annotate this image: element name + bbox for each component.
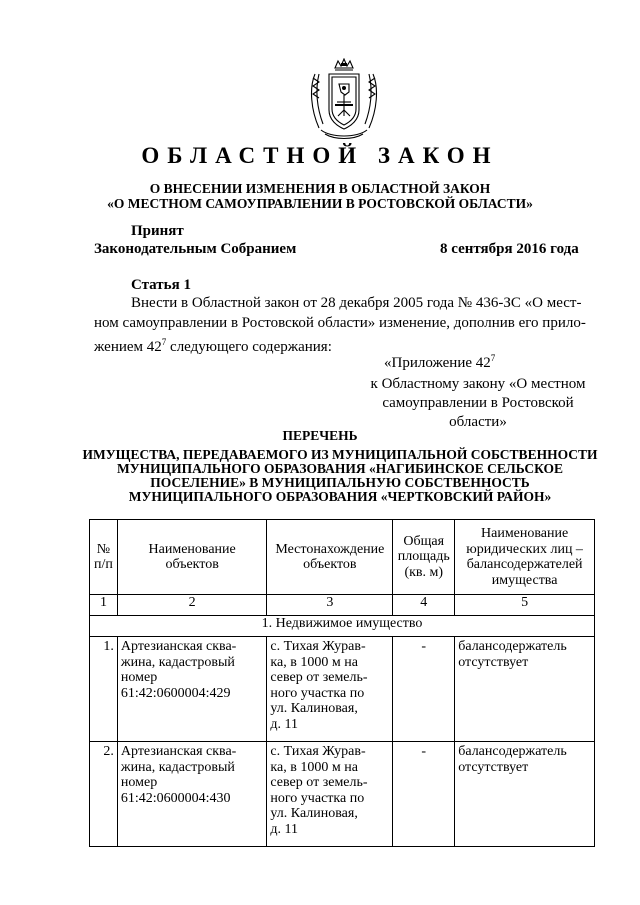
cell-line: 61:42:0600004:429 [120,685,231,701]
column-number: 2 [117,595,267,616]
balance-holder [455,637,595,742]
cell-line: ка, в 1000 м на [270,759,358,775]
header-line: площадь [397,549,450,565]
header-line: Наименование [481,526,569,541]
object-area: - [393,742,455,847]
header-location [267,520,393,595]
column-number: 1 [90,595,118,616]
header-line: юридических лиц – [466,541,583,557]
header-holder [455,520,595,595]
cell-line: ул. Калиновая, [270,701,358,716]
cell-line: жина, кадастровый [120,654,235,670]
superscript: 7 [490,353,496,363]
article-body [94,294,594,358]
appendix-reference [356,375,600,432]
column-number-row [90,595,595,616]
list-title-line: МУНИЦИПАЛЬНОГО ОБРАЗОВАНИЯ «НАГИБИНСКОЕ СЕЛЬСКОЕ [116,461,564,476]
list-title-line: ИМУЩЕСТВА, ПЕРЕДАВАЕМОГО ИЗ МУНИЦИПАЛЬНОЙ СОБСТВЕННОСТИ [82,447,598,462]
property-table [89,519,595,847]
article-line: ном самоуправлении в Ростовской области» изменение, дополнив его прило- [94,314,586,331]
row-number: 1. [90,637,118,742]
header-area [393,520,455,595]
header-name [117,520,267,595]
object-location [267,637,393,742]
cell-line: жина, кадастровый [120,759,235,775]
table-row [90,637,595,742]
cell-line: ул. Калиновая, [270,806,358,821]
header-line: п/п [94,557,113,572]
cell-line: с. Тихая Журав- [270,744,366,759]
superscript: 7 [161,337,167,347]
header-line: Общая [403,533,445,549]
cell-line: Артезианская сква- [120,639,237,654]
list-heading: ПЕРЕЧЕНЬ [282,428,358,443]
cell-line: Артезианская сква- [120,744,237,759]
adoption-label: Принят [131,223,184,239]
balance-holder [455,742,595,847]
header-line: (кв. м) [404,564,444,580]
object-name [117,637,267,742]
list-title-line: МУНИЦИПАЛЬНОГО ОБРАЗОВАНИЯ «ЧЕРТКОВСКИЙ РАЙОН» [128,489,552,504]
list-title [60,448,620,504]
object-area: - [393,637,455,742]
adoption-date: 8 сентября 2016 года [440,241,579,257]
appendix-label-text: «Приложение 42 [384,355,491,371]
header-line: имущества [491,572,558,588]
header-line: Местонахождение [275,541,385,557]
appendix-line: самоуправлении в Ростовской области» [382,395,574,430]
header-line: объектов [165,557,219,572]
cell-line: д. 11 [270,716,299,732]
cell-line: балансодержатель [458,639,567,654]
cell-line: отсутствует [458,759,529,775]
cell-line: номер [120,670,158,685]
cell-line: север от земель- [270,775,368,790]
header-line: балансодержателей [466,557,583,572]
subtitle-line: «О МЕСТНОМ САМОУПРАВЛЕНИИ В РОСТОВСКОЙ ОБЛАСТИ» [107,196,533,211]
cell-line: ного участка по [270,790,365,806]
column-number: 3 [267,595,393,616]
cell-line: номер [120,775,158,790]
section-title: 1. Недвижимое имущество [90,616,595,637]
appendix-label [384,353,495,372]
cell-line: ного участка по [270,685,365,701]
article-line: Внести в Областной закон от 28 декабря 2005 года № 436-ЗС «О мест- [131,295,582,311]
cell-line: отсутствует [458,654,529,670]
header-line: объектов [303,557,357,572]
column-number: 4 [393,595,455,616]
row-number: 2. [90,742,118,847]
cell-line: д. 11 [270,821,299,837]
object-location [267,742,393,847]
article-heading: Статья 1 [131,277,191,293]
column-number: 5 [455,595,595,616]
article-line-start: жением 42 [94,339,162,355]
header-line: № [96,541,111,557]
document-subtitle [60,181,580,211]
section-row [90,616,595,637]
article-line [94,333,594,358]
cell-line: 61:42:0600004:430 [120,790,231,806]
header-number [90,520,118,595]
header-line: Наименование [148,541,236,557]
document-title: ОБЛАСТНОЙ ЗАКОН [141,143,499,168]
object-name [117,742,267,847]
appendix-line: к Областному закону «О местном [370,376,586,392]
table-row [90,742,595,847]
coat-of-arms-icon [305,58,383,142]
adoption-assembly: Законодательным Собранием [94,241,297,257]
cell-line: с. Тихая Журав- [270,639,366,654]
cell-line: ка, в 1000 м на [270,654,358,670]
article-line-end: следующего содержания: [166,339,332,355]
cell-line: балансодержатель [458,744,567,759]
subtitle-line: О ВНЕСЕНИИ ИЗМЕНЕНИЯ В ОБЛАСТНОЙ ЗАКОН [149,181,491,196]
list-title-line: ПОСЕЛЕНИЕ» В МУНИЦИПАЛЬНУЮ СОБСТВЕННОСТЬ [150,475,530,490]
table-header-row [90,520,595,595]
cell-line: север от земель- [270,670,368,685]
